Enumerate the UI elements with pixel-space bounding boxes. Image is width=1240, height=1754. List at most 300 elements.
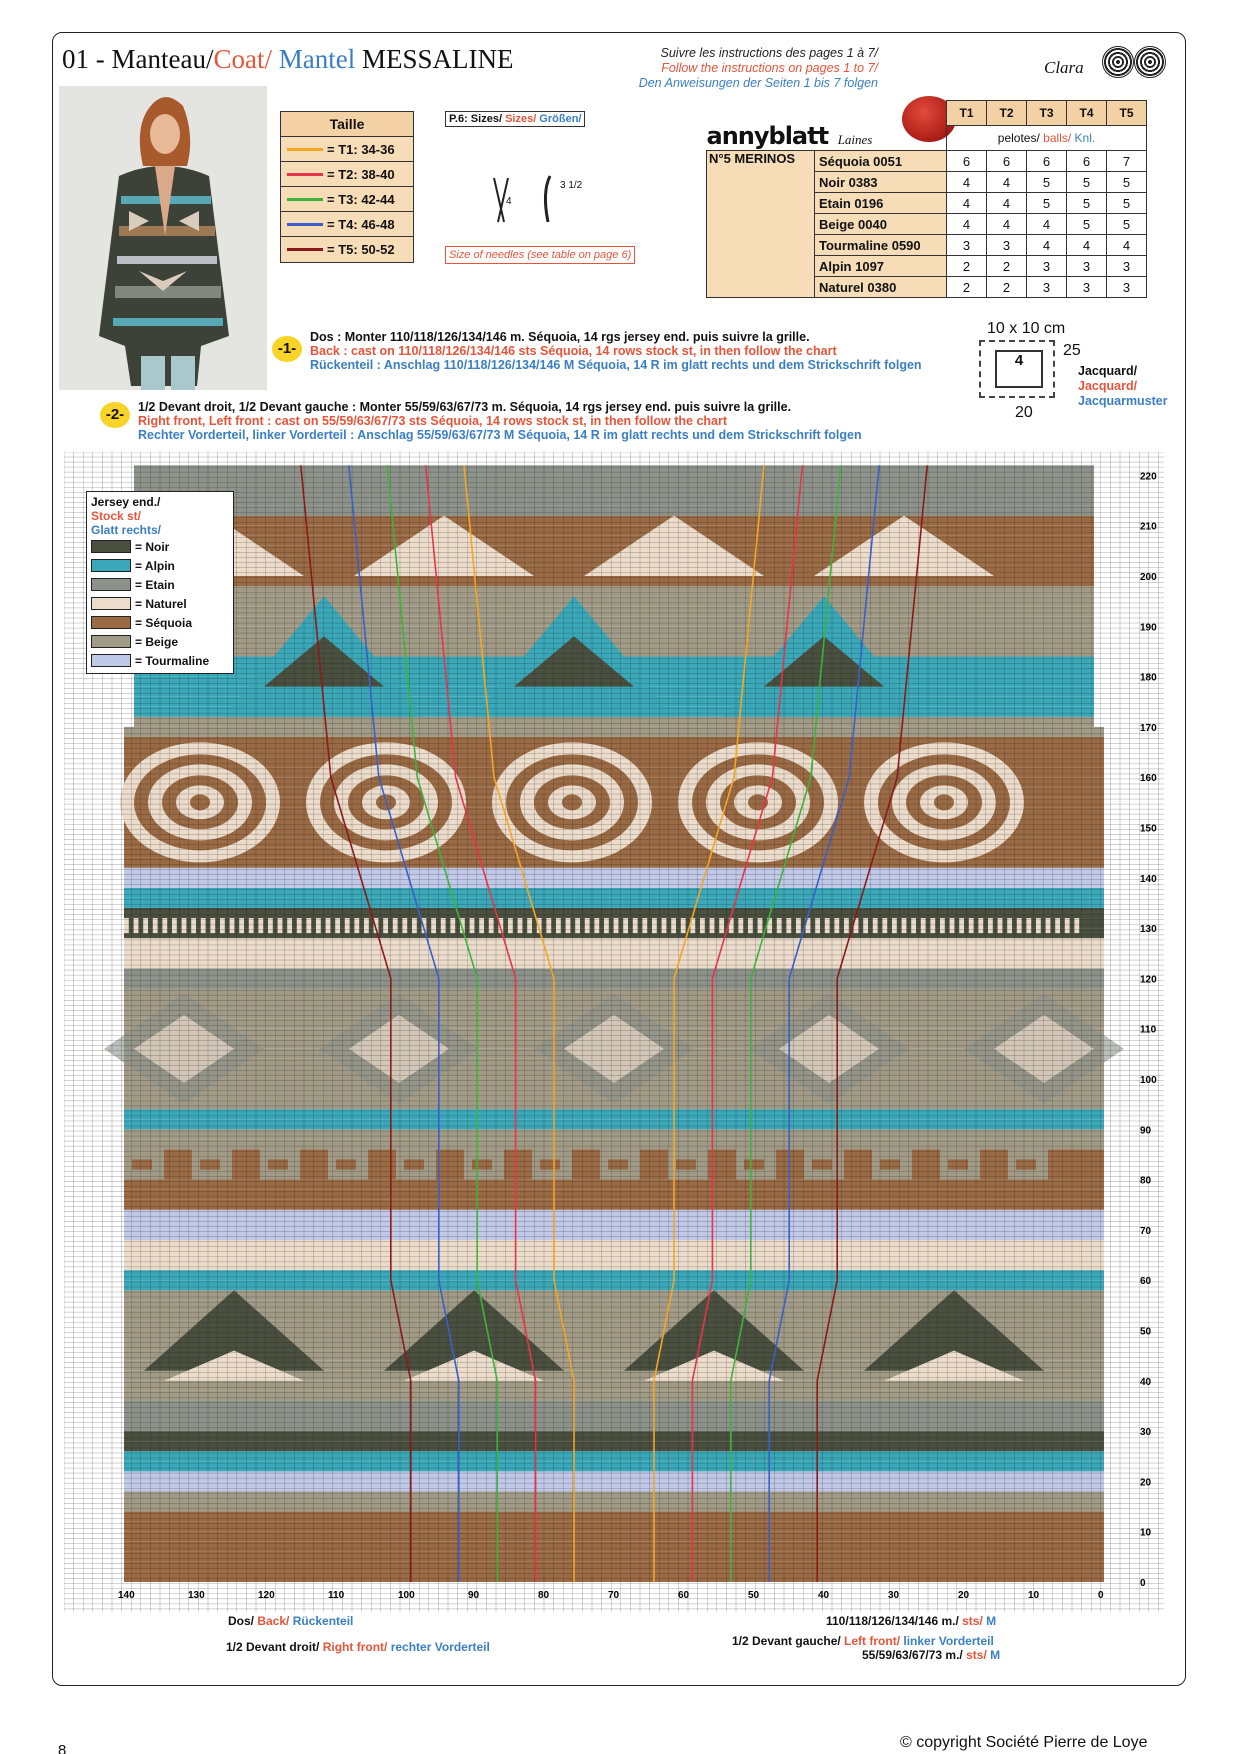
yarn-ball-count: 4 <box>947 172 987 193</box>
yarn-ball-count: 4 <box>1067 235 1107 256</box>
chart-band <box>124 948 1104 958</box>
chart-stitch-tick: 100 <box>398 1590 415 1601</box>
chart-band <box>124 978 1104 988</box>
chart-band <box>124 868 1104 878</box>
size-label: = T2: 38-40 <box>327 166 395 182</box>
yarn-material: N°5 MERINOS <box>707 151 815 298</box>
chart-stitch-tick: 20 <box>958 1590 970 1601</box>
chart-motif-eye <box>934 794 954 810</box>
chart-motif-check <box>796 918 801 933</box>
chart-band <box>134 475 1094 485</box>
step-text-fr: 1/2 Devant droit, 1/2 Devant gauche : Monter 55/59/63/67/73 m. Séquoia, 14 rgs jersey end. puis suivre la grille. <box>138 400 792 414</box>
yarn-ball-count: 3 <box>1107 277 1147 298</box>
yarn-ball-count: 6 <box>1027 151 1067 172</box>
size-line-swatch <box>287 173 323 176</box>
chart-band <box>124 1572 1104 1582</box>
chart-band <box>134 526 1094 536</box>
brand-name: annyblatt <box>706 122 829 150</box>
chart-band <box>124 1129 1104 1139</box>
yarn-ball-count: 3 <box>1027 277 1067 298</box>
instr-fr: Suivre les instructions des pages 1 à 7/ <box>660 46 878 60</box>
yarn-ball-count: 6 <box>987 151 1027 172</box>
yarn-color-name: Tourmaline 0590 <box>815 235 947 256</box>
title-en: Coat/ <box>213 44 272 74</box>
chart-motif-check <box>940 918 945 933</box>
chart-motif-key <box>540 1159 560 1169</box>
gauge-label-fr: Jacquard/ <box>1078 364 1138 378</box>
chart-motif-check <box>566 918 571 933</box>
chart-band <box>124 958 1104 968</box>
chart-motif-check <box>258 918 263 933</box>
chart-motif-check <box>1017 918 1022 933</box>
chart-motif-check <box>364 918 369 933</box>
chart-band <box>124 1562 1104 1572</box>
chart-motif-check <box>316 918 321 933</box>
brand-script: Laines <box>837 132 873 147</box>
chart-band <box>124 1552 1104 1562</box>
back-en: Back/ <box>257 1614 293 1628</box>
chart-row-tick: 160 <box>1140 773 1157 785</box>
yarn-ball-count: 5 <box>1027 193 1067 214</box>
size-legend-row <box>281 137 413 162</box>
chart-motif-check <box>172 918 177 933</box>
chart-motif-check <box>710 918 715 933</box>
table-size-head: T4 <box>1067 101 1107 126</box>
sizes-page-ref <box>445 111 585 127</box>
legend-item <box>91 556 229 575</box>
yarn-ball-count: 5 <box>1107 214 1147 235</box>
chart-stitch-tick: 140 <box>118 1590 135 1601</box>
chart-band <box>124 1491 1104 1501</box>
chart-row-tick: 10 <box>1140 1527 1152 1539</box>
pelotes-fr: pelotes/ <box>997 131 1044 145</box>
front-sts: 55/59/63/67/73 m./ <box>862 1648 967 1662</box>
front-stitch-count <box>862 1648 1000 1662</box>
instr-de: Den Anweisungen der Seiten 1 bis 7 folgen <box>638 76 878 90</box>
chart-motif-check <box>412 918 417 933</box>
gauge-stitches: 20 <box>1015 404 1033 421</box>
yarn-ball-count: 5 <box>1067 193 1107 214</box>
size-label: = T4: 46-48 <box>327 216 395 232</box>
yarn-ball-count: 4 <box>987 172 1027 193</box>
yarn-ball-icon <box>1134 46 1166 78</box>
chart-motif-check <box>671 918 676 933</box>
chart-band <box>124 968 1104 978</box>
chart-band <box>124 1270 1104 1280</box>
chart-motif-check <box>575 918 580 933</box>
legend-item <box>91 651 229 670</box>
yarn-ball-count: 2 <box>947 256 987 277</box>
size-line-swatch <box>287 223 323 226</box>
yarn-ball-count: 3 <box>1027 256 1067 277</box>
chart-motif-check <box>402 918 407 933</box>
pelotes-de: Knl. <box>1074 131 1096 145</box>
yarn-color-name: Séquoia 0051 <box>815 151 947 172</box>
chart-band <box>124 1421 1104 1431</box>
legend-label: = Alpin <box>135 558 175 573</box>
chart-band <box>124 1391 1104 1401</box>
chart-band <box>124 1139 1104 1149</box>
chart-motif-check <box>633 918 638 933</box>
yarn-ball-icon <box>1102 46 1134 78</box>
p6-de: Größen/ <box>536 113 582 125</box>
yarn-row <box>707 151 1147 172</box>
yarn-color-name: Noir 0383 <box>815 172 947 193</box>
chart-row-tick: 130 <box>1140 924 1157 936</box>
front-sts-de: M <box>990 1648 1001 1662</box>
size-label: = T1: 34-36 <box>327 141 395 157</box>
size-legend-row <box>281 187 413 212</box>
back-fr: Dos/ <box>228 1614 258 1628</box>
chart-motif-check <box>921 918 926 933</box>
chart-stitch-tick: 110 <box>328 1590 345 1601</box>
step-2 <box>100 402 862 442</box>
chart-band <box>134 626 1094 636</box>
chart-row-tick: 0 <box>1140 1578 1146 1589</box>
yarn-ball-count: 4 <box>947 214 987 235</box>
chart-motif-check <box>220 918 225 933</box>
chart-motif-check <box>230 918 235 933</box>
yarn-ball-count: 2 <box>987 277 1027 298</box>
gauge-label-de: Jacquarmuster <box>1078 394 1168 408</box>
legend-title-de: Glatt rechts/ <box>91 523 162 537</box>
chart-motif-check <box>988 918 993 933</box>
chart-motif-check <box>873 918 878 933</box>
chart-motif-check <box>297 918 302 933</box>
needles-illustration <box>490 172 610 232</box>
front-sts-en: sts/ <box>966 1648 991 1662</box>
chart-band <box>134 717 1094 727</box>
chart-row-tick: 210 <box>1140 521 1157 533</box>
size-legend-row <box>281 162 413 187</box>
chart-motif-check <box>681 918 686 933</box>
chart-motif-check <box>143 918 148 933</box>
chart-motif-check <box>959 918 964 933</box>
yarn-ball-count: 3 <box>1067 256 1107 277</box>
page-title <box>62 44 513 75</box>
back-label <box>228 1614 353 1628</box>
yarn-ball-count: 6 <box>1067 151 1107 172</box>
copyright: © copyright Société Pierre de Loye <box>900 1734 1148 1751</box>
yarn-ball-count: 5 <box>1067 214 1107 235</box>
chart-row-tick: 150 <box>1140 823 1157 835</box>
step-text-de: Rückenteil : Anschlag 110/118/126/134/146 M Séquoia, 14 R im glatt rechts und dem Strickschrift folgen <box>310 358 922 372</box>
chart-motif-check <box>1074 918 1079 933</box>
legend-title-en: Stock st/ <box>91 509 142 523</box>
chart-motif-check <box>594 918 599 933</box>
yarn-ball-count: 5 <box>1067 172 1107 193</box>
chart-motif-check <box>1026 918 1031 933</box>
yarn-ball-count: 3 <box>1067 277 1107 298</box>
chart-stitch-tick: 40 <box>818 1590 830 1601</box>
yarn-ball-count: 5 <box>1107 172 1147 193</box>
back-sts-de: M <box>986 1614 997 1628</box>
chart-motif-check <box>758 918 763 933</box>
chart-band <box>124 1210 1104 1220</box>
chart-stitch-tick: 0 <box>1098 1590 1104 1601</box>
chart-band <box>134 496 1094 506</box>
chart-row-tick: 180 <box>1140 672 1157 684</box>
chart-motif-check <box>815 918 820 933</box>
legend-swatch <box>91 540 131 553</box>
chart-row-tick: 120 <box>1140 974 1157 986</box>
yarn-color-name: Etain 0196 <box>815 193 947 214</box>
legend-swatch <box>91 616 131 629</box>
chart-band <box>134 576 1094 586</box>
yarn-ball-count: 3 <box>1107 256 1147 277</box>
gauge-rows: 25 <box>1063 342 1081 359</box>
chart-band <box>124 1190 1104 1200</box>
legend-item <box>91 537 229 556</box>
chart-motif-check <box>930 918 935 933</box>
instructions-note <box>598 46 878 91</box>
chart-motif-check <box>662 918 667 933</box>
needles-note: Size of needles (see table on page 6) <box>445 246 635 264</box>
yarn-ball-count: 7 <box>1107 151 1147 172</box>
chart-band <box>134 596 1094 606</box>
yarn-ball-count: 5 <box>1027 172 1067 193</box>
chart-band <box>124 1542 1104 1552</box>
size-line-swatch <box>287 248 323 251</box>
chart-row-tick: 100 <box>1140 1075 1157 1086</box>
chart-motif-check <box>834 918 839 933</box>
size-line-swatch <box>287 148 323 151</box>
chart-row-tick: 60 <box>1140 1276 1152 1288</box>
chart-band <box>124 908 1104 918</box>
chart-motif-key <box>1016 1159 1036 1169</box>
legend-item <box>91 613 229 632</box>
gauge-size: 10 x 10 cm <box>987 320 1066 337</box>
size-label: = T5: 50-52 <box>327 242 395 257</box>
chart-motif-check <box>508 918 513 933</box>
chart-motif-check <box>182 918 187 933</box>
title-de: Mantel <box>278 44 356 74</box>
chart-motif-check <box>470 918 475 933</box>
yarn-color-name: Alpin 1097 <box>815 256 947 277</box>
right-front-label <box>226 1640 490 1654</box>
table-size-head: T5 <box>1107 101 1147 126</box>
chart-motif-check <box>700 918 705 933</box>
step-number: -2- <box>100 402 130 428</box>
chart-stitch-tick: 60 <box>678 1590 690 1601</box>
chart-stitch-tick: 80 <box>538 1590 550 1601</box>
chart-motif-check <box>518 918 523 933</box>
chart-motif-check <box>719 918 724 933</box>
legend-label: = Beige <box>135 634 179 649</box>
chart-stitch-tick: 30 <box>888 1590 900 1601</box>
chart-row-tick: 40 <box>1140 1376 1152 1388</box>
chart-row-tick: 90 <box>1140 1125 1152 1137</box>
chart-motif-check <box>998 918 1003 933</box>
chart-row-tick: 110 <box>1140 1024 1157 1036</box>
chart-band <box>124 1260 1104 1270</box>
left-front-fr: 1/2 Devant gauche/ <box>732 1634 845 1648</box>
chart-band <box>124 1512 1104 1522</box>
legend-swatch <box>91 635 131 648</box>
right-front-en: Right front/ <box>322 1640 391 1654</box>
gauge-swatch <box>975 320 1175 440</box>
chart-band <box>124 1381 1104 1391</box>
chart-band <box>124 1230 1104 1240</box>
chart-row-tick: 190 <box>1140 622 1157 634</box>
chart-motif-eye <box>190 794 210 810</box>
chart-row-tick: 140 <box>1140 873 1157 885</box>
chart-band <box>124 1481 1104 1491</box>
yarn-ball-count: 4 <box>1107 235 1147 256</box>
chart-motif-key <box>404 1159 424 1169</box>
step-text-fr: Dos : Monter 110/118/126/134/146 m. Séquoia, 14 rgs jersey end. puis suivre la grille. <box>310 330 810 344</box>
chart-motif-check <box>604 918 609 933</box>
chart-band <box>124 898 1104 908</box>
step-1 <box>272 330 922 372</box>
chart-motif-check <box>950 918 955 933</box>
yarn-ball-count: 3 <box>987 235 1027 256</box>
chart-motif-key <box>472 1159 492 1169</box>
legend-swatch <box>91 654 131 667</box>
legend-item <box>91 632 229 651</box>
chart-motif-check <box>623 918 628 933</box>
chart-motif-check <box>354 918 359 933</box>
chart-band <box>124 1441 1104 1451</box>
chart-stitch-tick: 120 <box>258 1590 275 1601</box>
gauge-needle: 4 <box>1014 352 1024 369</box>
chart-band <box>134 606 1094 616</box>
chart-row-tick: 220 <box>1140 471 1157 483</box>
chart-band <box>124 727 1104 737</box>
size-legend-row <box>281 237 413 262</box>
chart-motif-check <box>738 918 743 933</box>
right-front-de: rechter Vorderteil <box>390 1640 490 1654</box>
chart-row-tick: 170 <box>1140 722 1157 734</box>
chart-motif-check <box>825 918 830 933</box>
size-legend-row <box>281 212 413 237</box>
chart-row-tick: 70 <box>1140 1225 1152 1237</box>
pelotes-en: balls/ <box>1043 131 1075 145</box>
chart-band <box>124 1522 1104 1532</box>
chart-motif-check <box>882 918 887 933</box>
chart-stitch-tick: 130 <box>188 1590 205 1601</box>
chart-band <box>124 1280 1104 1290</box>
chart-motif-check <box>431 918 436 933</box>
chart-motif-check <box>652 918 657 933</box>
chart-motif-key <box>880 1159 900 1169</box>
yarn-ball-count: 2 <box>987 256 1027 277</box>
chart-motif-check <box>777 918 782 933</box>
chart-motif-key <box>132 1159 152 1169</box>
chart-motif-check <box>1065 918 1070 933</box>
yarn-color-name: Naturel 0380 <box>815 277 947 298</box>
chart-motif-key <box>812 1159 832 1169</box>
chart-band <box>134 516 1094 526</box>
chart-band <box>134 536 1094 546</box>
chart-row-tick: 200 <box>1140 572 1157 583</box>
title-number: 01 - <box>62 44 105 74</box>
chart-motif-check <box>239 918 244 933</box>
step-text-en: Right front, Left front : cast on 55/59/63/67/73 sts Séquoia, 14 rows stock st, in then follow the chart <box>138 414 728 428</box>
chart-motif-check <box>345 918 350 933</box>
yarn-quality-name: Clara <box>1044 58 1084 77</box>
chart-motif-key <box>268 1159 288 1169</box>
chart-stitch-tick: 90 <box>468 1590 480 1601</box>
step-text-en: Back : cast on 110/118/126/134/146 sts Séquoia, 14 rows stock st, in then follow the chart <box>310 344 837 358</box>
chart-motif-key <box>744 1159 764 1169</box>
chart-band <box>124 1180 1104 1190</box>
yarn-ball-count: 2 <box>947 277 987 298</box>
chart-motif-eye <box>562 794 582 810</box>
chart-motif-check <box>786 918 791 933</box>
title-name: MESSALINE <box>361 44 514 74</box>
gauge-box <box>979 340 1055 398</box>
chart-motif-check <box>162 918 167 933</box>
chart-row-tick: 80 <box>1140 1175 1152 1187</box>
chart-motif-check <box>863 918 868 933</box>
p6-fr: P.6: Sizes/ <box>449 113 506 125</box>
page-number: 8 <box>58 1742 67 1754</box>
size-line-swatch <box>287 198 323 201</box>
yarn-ball-count: 3 <box>947 235 987 256</box>
chart-motif-check <box>393 918 398 933</box>
chart-band <box>124 1532 1104 1542</box>
legend-swatch <box>91 559 131 572</box>
chart-band <box>134 465 1094 475</box>
yarn-ball-count: 4 <box>1027 214 1067 235</box>
chart-band <box>134 586 1094 596</box>
back-sts-en: sts/ <box>962 1614 987 1628</box>
yarn-ball-count: 4 <box>987 214 1027 235</box>
color-legend <box>86 491 234 674</box>
chart-motif-check <box>556 918 561 933</box>
chart-motif-check <box>546 918 551 933</box>
chart-band <box>124 1461 1104 1471</box>
chart-motif-key <box>948 1159 968 1169</box>
yarn-table <box>706 100 1147 298</box>
chart-band <box>124 938 1104 948</box>
chart-stitch-tick: 50 <box>748 1590 760 1601</box>
chart-band <box>124 1471 1104 1481</box>
legend-label: = Noir <box>135 539 170 554</box>
chart-band <box>124 1502 1104 1512</box>
chart-row-tick: 30 <box>1140 1427 1152 1439</box>
chart-motif-check <box>527 918 532 933</box>
legend-label: = Tourmaline <box>135 653 210 668</box>
chart-band <box>124 1250 1104 1260</box>
chart-band <box>124 1220 1104 1230</box>
chart-band <box>124 1240 1104 1250</box>
chart-band <box>134 485 1094 495</box>
title-fr: Manteau/ <box>111 44 214 74</box>
chart-band <box>124 1451 1104 1461</box>
chart-stitch-tick: 10 <box>1028 1590 1040 1601</box>
yarn-ball-count: 4 <box>987 193 1027 214</box>
chart-band <box>134 506 1094 516</box>
chart-motif-check <box>201 918 206 933</box>
chart-motif-check <box>134 918 139 933</box>
chart-motif-check <box>614 918 619 933</box>
chart-stitch-tick: 70 <box>608 1590 620 1601</box>
chart-band <box>124 878 1104 888</box>
instr-en: Follow the instructions on pages 1 to 7/ <box>661 61 878 75</box>
table-size-head: T1 <box>947 101 987 126</box>
chart-motif-key <box>336 1159 356 1169</box>
chart-motif-check <box>268 918 273 933</box>
chart-band <box>124 1431 1104 1441</box>
chart-motif-check <box>1046 918 1051 933</box>
chart-motif-check <box>306 918 311 933</box>
chart-motif-check <box>892 918 897 933</box>
legend-item <box>91 575 229 594</box>
left-front-label <box>732 1634 994 1648</box>
table-size-head: T3 <box>1027 101 1067 126</box>
